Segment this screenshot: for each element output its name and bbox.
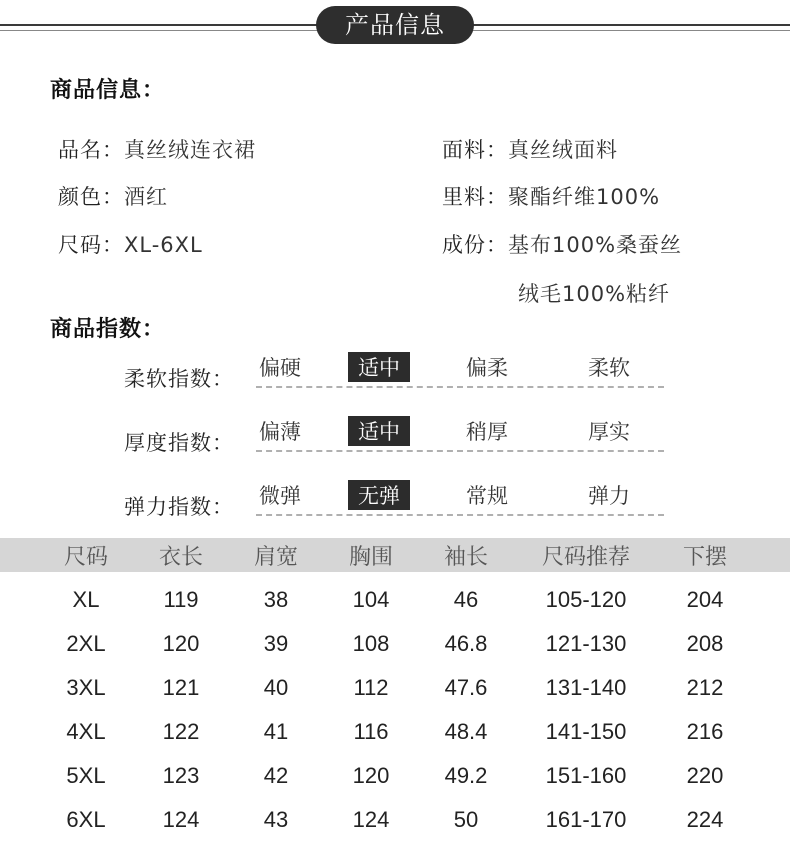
table-cell: 120 — [162, 631, 200, 656]
table-cell: 39 — [263, 631, 289, 656]
table-cell: 121 — [162, 675, 200, 700]
table-cell: 5XL — [66, 763, 106, 788]
info-size — [58, 229, 203, 259]
table-cell: 151-160 — [545, 763, 627, 788]
table-cell: 212 — [686, 675, 724, 700]
info-value: 真丝绒面料 — [508, 138, 618, 162]
info-value: XL-6XL — [124, 233, 203, 257]
section-header-badge: 产品信息 — [316, 6, 474, 44]
table-cell: 161-170 — [545, 807, 627, 832]
table-cell: 116 — [353, 719, 389, 744]
table-cell: 6XL — [66, 807, 106, 832]
table-cell: 38 — [263, 587, 289, 612]
table-cell: 46 — [453, 587, 479, 612]
info-value: 绒毛100%粘纤 — [518, 282, 671, 306]
index-option: 柔软 — [588, 356, 630, 380]
indices-heading: 商品指数： — [50, 317, 166, 342]
table-cell: 224 — [686, 807, 724, 832]
table-cell: 48.4 — [444, 719, 488, 744]
info-key: 颜色： — [58, 185, 124, 209]
index-option-selected: 适中 — [348, 352, 410, 382]
table-cell: 43 — [263, 807, 289, 832]
table-cell: 42 — [263, 763, 289, 788]
index-divider — [256, 514, 664, 516]
info-key: 面料： — [442, 138, 508, 162]
table-cell: 121-130 — [545, 631, 627, 656]
table-header-cell: 肩宽 — [253, 545, 299, 570]
table-cell: 104 — [352, 587, 390, 612]
info-composition-extra — [518, 278, 670, 308]
index-option: 偏薄 — [259, 420, 301, 444]
size-table-header — [0, 538, 790, 572]
table-cell: 49.2 — [444, 763, 488, 788]
table-header-cell: 胸围 — [348, 545, 394, 570]
info-key: 尺码： — [58, 233, 124, 257]
table-cell: 2XL — [66, 631, 106, 656]
table-cell: 105-120 — [545, 587, 627, 612]
table-cell: 41 — [263, 719, 289, 744]
index-option: 厚实 — [588, 420, 630, 444]
index-label: 柔软指数： — [124, 367, 234, 391]
info-value: 聚酯纤维100% — [508, 185, 661, 209]
table-cell: 216 — [686, 719, 724, 744]
index-option: 偏柔 — [466, 356, 508, 380]
table-cell: 124 — [352, 807, 390, 832]
table-header-cell: 尺码推荐 — [541, 545, 631, 570]
table-cell: 208 — [686, 631, 724, 656]
index-option: 弹力 — [588, 484, 630, 508]
index-divider — [256, 386, 664, 388]
table-cell: 123 — [162, 763, 200, 788]
info-value: 基布100%桑蚕丝 — [508, 233, 683, 257]
index-label: 弹力指数： — [124, 495, 234, 519]
table-cell: 119 — [163, 587, 199, 612]
table-cell: 40 — [263, 675, 289, 700]
index-option-selected: 适中 — [348, 416, 410, 446]
table-cell: 112 — [353, 675, 389, 700]
table-cell: 204 — [686, 587, 724, 612]
info-fabric — [442, 134, 618, 164]
table-cell: 131-140 — [545, 675, 627, 700]
table-header-cell: 尺码 — [63, 545, 109, 570]
info-value: 酒红 — [124, 185, 168, 209]
info-key: 品名： — [58, 138, 124, 162]
table-cell: 46.8 — [444, 631, 488, 656]
table-cell: 4XL — [66, 719, 106, 744]
table-cell: 120 — [352, 763, 390, 788]
product-info-heading: 商品信息： — [50, 78, 166, 103]
table-cell: 124 — [162, 807, 200, 832]
info-key: 里料： — [442, 185, 508, 209]
index-option: 常规 — [466, 484, 508, 508]
table-cell: 141-150 — [545, 719, 627, 744]
table-cell: 47.6 — [444, 675, 488, 700]
table-header-cell: 衣长 — [158, 545, 204, 570]
info-lining — [442, 181, 660, 211]
table-cell: 3XL — [66, 675, 106, 700]
info-key: 成份： — [442, 233, 508, 257]
table-cell: 122 — [162, 719, 200, 744]
index-divider — [256, 450, 664, 452]
index-label: 厚度指数： — [124, 431, 234, 455]
index-option: 偏硬 — [259, 356, 301, 380]
index-option: 稍厚 — [466, 420, 508, 444]
info-composition — [442, 229, 682, 259]
index-option-selected: 无弹 — [348, 480, 410, 510]
info-value: 真丝绒连衣裙 — [124, 138, 256, 162]
table-cell: 220 — [686, 763, 724, 788]
table-cell: XL — [72, 587, 100, 612]
info-name — [58, 134, 256, 164]
info-color — [58, 181, 168, 211]
table-header-cell: 袖长 — [443, 545, 489, 570]
index-option: 微弹 — [259, 484, 301, 508]
table-cell: 50 — [453, 807, 479, 832]
table-cell: 108 — [352, 631, 390, 656]
table-header-cell: 下摆 — [682, 545, 728, 570]
